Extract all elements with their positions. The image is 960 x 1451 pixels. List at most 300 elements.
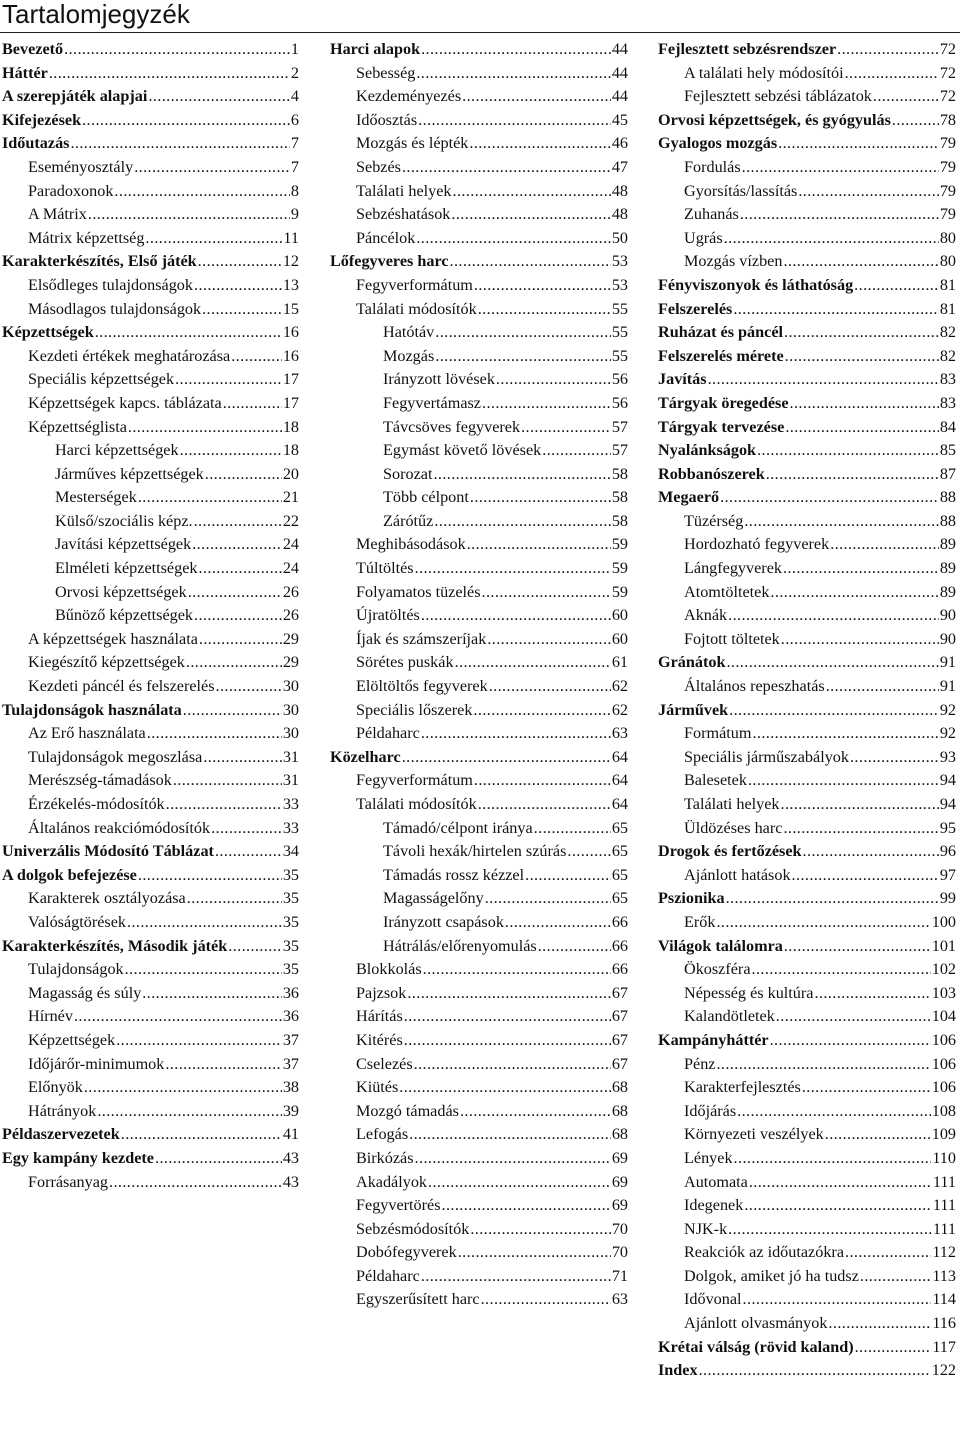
toc-page-number: 106 <box>931 1078 956 1097</box>
dot-leader <box>489 675 611 699</box>
toc-entry[interactable] <box>2 510 299 534</box>
toc-entry[interactable] <box>658 1265 956 1289</box>
toc-entry[interactable] <box>658 416 956 440</box>
dot-leader <box>402 746 611 770</box>
toc-entry[interactable] <box>330 817 628 841</box>
toc-entry[interactable] <box>330 581 628 605</box>
toc-entry[interactable] <box>330 1005 628 1029</box>
toc-entry[interactable] <box>330 1029 628 1053</box>
dot-leader <box>451 203 610 227</box>
toc-entry-title: Mesterségek <box>55 488 137 507</box>
toc-entry[interactable] <box>330 62 628 86</box>
toc-entry-title: Világok találomra <box>658 936 783 955</box>
toc-column-2 <box>330 38 628 1312</box>
toc-entry[interactable] <box>2 298 299 322</box>
toc-entry[interactable] <box>658 533 956 557</box>
toc-entry[interactable] <box>2 1123 299 1147</box>
toc-entry[interactable] <box>330 132 628 156</box>
dot-leader <box>474 274 611 298</box>
toc-entry[interactable] <box>330 651 628 675</box>
toc-entry[interactable] <box>658 769 956 793</box>
toc-entry-title: Nyalánkságok <box>658 441 757 460</box>
toc-entry-title: Képzettségek <box>28 1030 116 1049</box>
toc-entry[interactable] <box>658 935 956 959</box>
toc-entry[interactable] <box>658 1076 956 1100</box>
toc-entry[interactable] <box>2 958 299 982</box>
dot-leader <box>845 1241 931 1265</box>
toc-page-number: 48 <box>611 181 628 200</box>
toc-entry[interactable] <box>658 486 956 510</box>
toc-entry[interactable] <box>658 793 956 817</box>
toc-entry[interactable] <box>658 345 956 369</box>
dot-leader <box>82 109 290 133</box>
toc-entry[interactable] <box>330 1147 628 1171</box>
toc-entry-title: Speciális képzettségek <box>28 370 175 389</box>
toc-entry[interactable] <box>2 132 299 156</box>
dot-leader <box>121 1123 282 1147</box>
toc-entry[interactable] <box>2 321 299 345</box>
dot-leader <box>716 911 930 935</box>
toc-entry[interactable] <box>2 250 299 274</box>
toc-entry[interactable] <box>330 1076 628 1100</box>
toc-page-number: 81 <box>939 275 956 294</box>
toc-page-number: 69 <box>611 1172 628 1191</box>
toc-entry[interactable] <box>330 1123 628 1147</box>
toc-entry[interactable] <box>330 864 628 888</box>
toc-entry[interactable] <box>330 510 628 534</box>
toc-page-number: 61 <box>611 653 628 672</box>
toc-entry[interactable] <box>2 651 299 675</box>
toc-entry-title: Újratöltés <box>356 606 420 625</box>
toc-entry-title: Hatótáv <box>383 323 435 342</box>
toc-entry[interactable] <box>2 274 299 298</box>
toc-entry[interactable] <box>658 581 956 605</box>
toc-entry-title: Tulajdonságok használata <box>2 700 182 719</box>
toc-entry[interactable] <box>330 675 628 699</box>
toc-entry[interactable] <box>2 628 299 652</box>
toc-entry-title: Ajánlott hatások <box>684 865 791 884</box>
dot-leader <box>109 1171 282 1195</box>
toc-entry[interactable] <box>2 722 299 746</box>
toc-page-number: 6 <box>290 110 299 129</box>
toc-page-number: 43 <box>282 1172 299 1191</box>
toc-entry[interactable] <box>330 274 628 298</box>
toc-page-number: 50 <box>611 228 628 247</box>
toc-entry[interactable] <box>2 699 299 723</box>
toc-page-number: 56 <box>611 393 628 412</box>
toc-entry[interactable] <box>658 887 956 911</box>
toc-entry[interactable] <box>2 392 299 416</box>
toc-page-number: 39 <box>282 1101 299 1120</box>
toc-entry[interactable] <box>658 392 956 416</box>
toc-entry[interactable] <box>330 533 628 557</box>
toc-entry[interactable] <box>2 887 299 911</box>
toc-entry[interactable] <box>330 628 628 652</box>
toc-entry[interactable] <box>2 62 299 86</box>
toc-page-number: 60 <box>611 606 628 625</box>
dot-leader <box>458 1241 611 1265</box>
toc-entry[interactable] <box>658 817 956 841</box>
toc-entry-title: Mozgás vízben <box>684 252 783 271</box>
toc-entry[interactable] <box>330 793 628 817</box>
toc-entry[interactable] <box>2 1029 299 1053</box>
toc-entry[interactable] <box>2 203 299 227</box>
dot-leader <box>114 180 289 204</box>
toc-entry[interactable] <box>330 982 628 1006</box>
toc-entry[interactable] <box>330 1194 628 1218</box>
toc-entry-title: Fordulás <box>684 157 741 176</box>
toc-entry[interactable] <box>2 1005 299 1029</box>
toc-entry-title: Kezdeti páncél és felszerelés <box>28 677 215 696</box>
dot-leader <box>716 1053 930 1077</box>
toc-entry[interactable] <box>658 1147 956 1171</box>
toc-entry-title: Háttér <box>2 63 48 82</box>
toc-entry-title: Fegyvertörés <box>356 1196 441 1215</box>
toc-entry[interactable] <box>330 1265 628 1289</box>
toc-entry[interactable] <box>2 604 299 628</box>
toc-entry[interactable] <box>2 675 299 699</box>
toc-entry-title: Paradoxonok <box>28 181 114 200</box>
toc-entry[interactable] <box>658 38 956 62</box>
toc-entry[interactable] <box>330 1100 628 1124</box>
toc-entry[interactable] <box>658 250 956 274</box>
toc-entry[interactable] <box>658 1288 956 1312</box>
toc-entry[interactable] <box>2 864 299 888</box>
toc-entry[interactable] <box>330 368 628 392</box>
toc-entry-title: Lefogás <box>356 1125 409 1144</box>
toc-entry[interactable] <box>330 557 628 581</box>
toc-page-number: 63 <box>611 1290 628 1309</box>
toc-page-number: 2 <box>290 63 299 82</box>
toc-entry-title: Támadás rossz kézzel <box>383 865 525 884</box>
toc-page-number: 58 <box>611 488 628 507</box>
toc-entry-title: Felszerelés <box>658 299 733 318</box>
toc-page-number: 67 <box>611 1007 628 1026</box>
dot-leader <box>825 1123 931 1147</box>
toc-entry[interactable] <box>330 298 628 322</box>
toc-entry-title: Külső/szociális képz. <box>55 511 193 530</box>
toc-entry[interactable] <box>2 746 299 770</box>
toc-entry[interactable] <box>658 298 956 322</box>
toc-page-number: 44 <box>611 63 628 82</box>
toc-entry[interactable] <box>658 156 956 180</box>
toc-entry-title: Sorozat <box>383 464 433 483</box>
dot-leader <box>84 1076 282 1100</box>
toc-entry[interactable] <box>658 982 956 1006</box>
toc-entry[interactable] <box>658 1359 956 1383</box>
toc-page-number: 7 <box>290 134 299 153</box>
toc-entry[interactable] <box>2 982 299 1006</box>
toc-entry[interactable] <box>330 416 628 440</box>
toc-entry[interactable] <box>330 746 628 770</box>
dot-leader <box>228 935 282 959</box>
toc-entry[interactable] <box>330 699 628 723</box>
dot-leader <box>428 1171 611 1195</box>
dot-leader <box>415 557 611 581</box>
toc-entry[interactable] <box>330 887 628 911</box>
dot-leader <box>828 1312 931 1336</box>
toc-entry-title: Speciális lőszerek <box>356 700 473 719</box>
toc-entry[interactable] <box>330 156 628 180</box>
dot-leader <box>435 321 611 345</box>
toc-entry[interactable] <box>330 203 628 227</box>
toc-entry-title: Közelharc <box>330 747 401 766</box>
toc-entry[interactable] <box>2 416 299 440</box>
toc-entry[interactable] <box>330 439 628 463</box>
toc-entry[interactable] <box>330 1288 628 1312</box>
toc-entry-title: Hátrányok <box>28 1101 97 1120</box>
dot-leader <box>525 864 611 888</box>
toc-entry[interactable] <box>2 935 299 959</box>
toc-entry[interactable] <box>330 769 628 793</box>
toc-page-number: 87 <box>939 464 956 483</box>
toc-entry[interactable] <box>658 958 956 982</box>
toc-entry[interactable] <box>658 1336 956 1360</box>
toc-entry[interactable] <box>2 911 299 935</box>
dot-leader <box>783 250 938 274</box>
toc-entry[interactable] <box>2 38 299 62</box>
toc-entry[interactable] <box>658 746 956 770</box>
dot-leader <box>734 1147 932 1171</box>
toc-entry[interactable] <box>658 557 956 581</box>
toc-entry[interactable] <box>658 510 956 534</box>
toc-page-number: 116 <box>932 1314 956 1333</box>
toc-page-number: 90 <box>939 629 956 648</box>
toc-entry[interactable] <box>2 1100 299 1124</box>
toc-entry[interactable] <box>2 1171 299 1195</box>
toc-entry[interactable] <box>2 156 299 180</box>
dot-leader <box>728 604 939 628</box>
toc-entry[interactable] <box>330 321 628 345</box>
dot-leader <box>198 250 282 274</box>
dot-leader <box>790 392 939 416</box>
toc-entry[interactable] <box>2 1053 299 1077</box>
toc-entry[interactable] <box>2 463 299 487</box>
toc-entry-title: Javítás <box>658 370 707 389</box>
toc-page-number: 16 <box>282 346 299 365</box>
toc-entry[interactable] <box>330 722 628 746</box>
toc-entry-title: Ruházat és páncél <box>658 323 784 342</box>
toc-entry[interactable] <box>658 840 956 864</box>
toc-entry-title: Tulajdonságok <box>28 960 124 979</box>
toc-entry[interactable] <box>2 557 299 581</box>
toc-page-number: 35 <box>282 912 299 931</box>
toc-entry[interactable] <box>658 180 956 204</box>
dot-leader <box>138 486 282 510</box>
toc-page-number: 97 <box>939 865 956 884</box>
toc-entry-title: Hírnév <box>28 1007 73 1026</box>
toc-entry-title: Tárgyak öregedése <box>658 393 789 412</box>
toc-entry[interactable] <box>2 368 299 392</box>
toc-entry-title: Aknák <box>684 606 728 625</box>
toc-entry[interactable] <box>658 628 956 652</box>
dot-leader <box>830 533 939 557</box>
toc-entry[interactable] <box>330 1171 628 1195</box>
toc-page-number: 65 <box>611 818 628 837</box>
toc-entry[interactable] <box>330 227 628 251</box>
toc-page-number: 18 <box>282 417 299 436</box>
toc-entry[interactable] <box>658 1171 956 1195</box>
dot-leader <box>737 1100 931 1124</box>
toc-page-number: 8 <box>290 181 299 200</box>
toc-entry[interactable] <box>330 935 628 959</box>
toc-entry[interactable] <box>658 463 956 487</box>
dot-leader <box>740 203 939 227</box>
toc-entry[interactable] <box>658 439 956 463</box>
toc-entry[interactable] <box>2 840 299 864</box>
toc-entry[interactable] <box>330 463 628 487</box>
toc-entry[interactable] <box>330 604 628 628</box>
toc-entry-title: Egy kampány kezdete <box>2 1148 154 1167</box>
toc-page-number: 60 <box>611 629 628 648</box>
toc-entry[interactable] <box>2 227 299 251</box>
toc-entry-title: Atomtöltetek <box>684 582 770 601</box>
toc-entry-title: Lángfegyverek <box>684 559 782 578</box>
toc-entry[interactable] <box>2 180 299 204</box>
toc-entry[interactable] <box>2 1147 299 1171</box>
toc-entry[interactable] <box>658 699 956 723</box>
dot-leader <box>416 62 610 86</box>
dot-leader <box>798 180 939 204</box>
toc-page-number: 33 <box>282 795 299 813</box>
toc-entry-title: Fejlesztett sebzési táblázatok <box>684 87 872 106</box>
toc-entry-title: Eseményosztály <box>28 157 134 176</box>
toc-entry[interactable] <box>658 109 956 133</box>
toc-entry[interactable] <box>330 911 628 935</box>
toc-entry[interactable] <box>658 651 956 675</box>
dot-leader <box>724 227 939 251</box>
toc-entry[interactable] <box>658 62 956 86</box>
toc-page-number: 112 <box>932 1243 956 1262</box>
toc-entry[interactable] <box>2 486 299 510</box>
toc-entry-title: Sörétes puskák <box>356 653 454 672</box>
toc-entry[interactable] <box>330 345 628 369</box>
toc-page-number: 92 <box>939 700 956 719</box>
toc-entry-title: Lőfegyveres harc <box>330 252 449 271</box>
toc-entry[interactable] <box>658 1241 956 1265</box>
toc-entry[interactable] <box>658 675 956 699</box>
toc-page-number: 82 <box>939 346 956 365</box>
toc-entry[interactable] <box>330 250 628 274</box>
toc-page-number: 57 <box>611 441 628 460</box>
toc-entry[interactable] <box>658 227 956 251</box>
toc-page-number: 79 <box>939 181 956 200</box>
toc-entry-title: NJK-k <box>684 1219 728 1238</box>
toc-entry-title: Orvosi képzettségek <box>55 582 187 601</box>
toc-page-number: 35 <box>282 889 299 908</box>
dot-leader <box>505 911 611 935</box>
toc-page-number: 24 <box>282 535 299 554</box>
toc-entry[interactable] <box>658 203 956 227</box>
dot-leader <box>744 1194 932 1218</box>
toc-entry[interactable] <box>658 1005 956 1029</box>
dot-leader <box>803 840 939 864</box>
toc-entry-title: Reakciók az időutazókra <box>684 1243 845 1262</box>
toc-entry[interactable] <box>330 85 628 109</box>
dot-leader <box>421 604 611 628</box>
toc-entry-title: Ugrás <box>684 228 723 247</box>
toc-entry[interactable] <box>658 1312 956 1336</box>
dot-leader <box>404 1029 611 1053</box>
toc-page-number: 53 <box>611 252 628 271</box>
toc-page-number: 109 <box>931 1125 956 1144</box>
toc-page-number: 36 <box>282 1007 299 1026</box>
toc-entry[interactable] <box>658 85 956 109</box>
toc-entry[interactable] <box>658 321 956 345</box>
toc-entry[interactable] <box>2 581 299 605</box>
toc-entry[interactable] <box>330 392 628 416</box>
toc-entry[interactable] <box>330 486 628 510</box>
toc-entry[interactable] <box>658 274 956 298</box>
dot-leader <box>473 699 610 723</box>
toc-entry[interactable] <box>330 1053 628 1077</box>
toc-entry-title: Időjárás <box>684 1101 737 1120</box>
toc-entry-title: Tüzérség <box>684 511 744 530</box>
dot-leader <box>733 298 939 322</box>
toc-entry[interactable] <box>330 840 628 864</box>
toc-page-number: 17 <box>282 393 299 412</box>
toc-entry[interactable] <box>2 769 299 793</box>
toc-page-number: 89 <box>939 582 956 601</box>
dot-leader <box>421 1265 611 1289</box>
toc-entry[interactable] <box>658 722 956 746</box>
toc-page-number: 88 <box>939 511 956 530</box>
toc-entry[interactable] <box>2 345 299 369</box>
toc-entry[interactable] <box>658 1218 956 1242</box>
toc-page-number: 79 <box>939 134 956 153</box>
toc-entry[interactable] <box>330 958 628 982</box>
toc-entry[interactable] <box>658 132 956 156</box>
toc-entry[interactable] <box>658 1194 956 1218</box>
toc-entry[interactable] <box>658 864 956 888</box>
toc-entry[interactable] <box>2 439 299 463</box>
toc-entry[interactable] <box>330 1241 628 1265</box>
toc-entry[interactable] <box>2 85 299 109</box>
toc-entry[interactable] <box>658 1123 956 1147</box>
toc-entry[interactable] <box>2 1076 299 1100</box>
toc-entry[interactable] <box>330 109 628 133</box>
toc-entry[interactable] <box>658 911 956 935</box>
toc-entry[interactable] <box>658 1053 956 1077</box>
toc-entry[interactable] <box>658 1100 956 1124</box>
dot-leader <box>404 1005 611 1029</box>
dot-leader <box>784 321 939 345</box>
toc-entry[interactable] <box>330 1218 628 1242</box>
toc-entry[interactable] <box>330 180 628 204</box>
toc-entry[interactable] <box>2 109 299 133</box>
toc-entry[interactable] <box>658 368 956 392</box>
toc-entry-title: Túltöltés <box>356 559 414 578</box>
toc-entry[interactable] <box>2 793 299 817</box>
toc-entry-title: Hárítás <box>356 1007 403 1026</box>
toc-page-number: 106 <box>931 1030 956 1049</box>
toc-page-number: 84 <box>939 417 956 436</box>
toc-entry-title: A dolgok befejezése <box>2 865 137 884</box>
dot-leader <box>766 463 939 487</box>
dot-leader <box>720 486 939 510</box>
dot-leader <box>770 1029 931 1053</box>
toc-entry-title: Ajánlott olvasmányok <box>684 1314 828 1333</box>
toc-page-number: 64 <box>611 747 628 766</box>
toc-entry[interactable] <box>2 533 299 557</box>
toc-entry[interactable] <box>658 1029 956 1053</box>
toc-page-number: 62 <box>611 677 628 696</box>
toc-entry[interactable] <box>658 604 956 628</box>
dot-leader <box>194 274 282 298</box>
toc-entry[interactable] <box>2 817 299 841</box>
toc-entry-title: Mozgás <box>383 346 435 365</box>
toc-entry[interactable] <box>330 38 628 62</box>
